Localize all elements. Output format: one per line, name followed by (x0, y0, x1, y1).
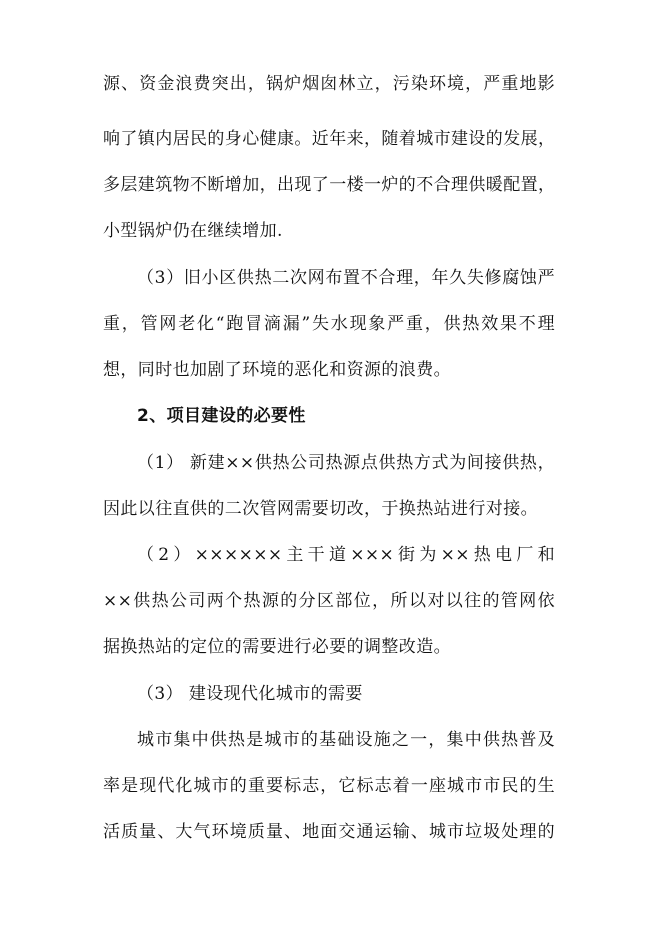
text-line-1: 源、资金浪费突出，锅炉烟囱林立，污染环境，严重地影 (103, 74, 555, 94)
text-line-9: （1） 新建××供热公司热源点供热方式为间接供热， (137, 453, 555, 473)
text-line-13: 据换热站的定位的需要进行必要的调整改造。 (103, 637, 451, 657)
text-line-7: 想，同时也加剧了环境的恶化和资源的浪费。 (103, 360, 451, 380)
text-line-15: 城市集中供热是城市的基础设施之一，集中供热普及 (137, 730, 555, 750)
text-line-10: 因此以往直供的二次管网需要切改，于换热站进行对接。 (103, 499, 538, 519)
text-line-14: （3） 建设现代化城市的需要 (137, 684, 363, 704)
text-line-5: （3）旧小区供热二次网布置不合理，年久失修腐蚀严 (137, 268, 555, 288)
text-line-11: （2）××××××主干道×××街为××热电厂和 (137, 545, 555, 565)
text-line-16: 率是现代化城市的重要标志，它标志着一座城市市民的生 (103, 776, 555, 796)
text-line-6: 重，管网老化“跑冒滴漏”失水现象严重，供热效果不理 (103, 314, 555, 334)
text-line-17: 活质量、大气环境质量、地面交通运输、城市垃圾处理的 (103, 822, 555, 842)
text-line-3: 多层建筑物不断增加，出现了一楼一炉的不合理供暖配置， (103, 175, 556, 195)
text-line-12: ××供热公司两个热源的分区部位，所以对以往的管网依 (103, 591, 555, 611)
section-heading: 2、项目建设的必要性 (137, 406, 306, 426)
text-line-2: 响了镇内居民的身心健康。近年来，随着城市建设的发展， (103, 129, 556, 149)
text-line-4: 小型锅炉仍在继续增加. (103, 221, 283, 241)
